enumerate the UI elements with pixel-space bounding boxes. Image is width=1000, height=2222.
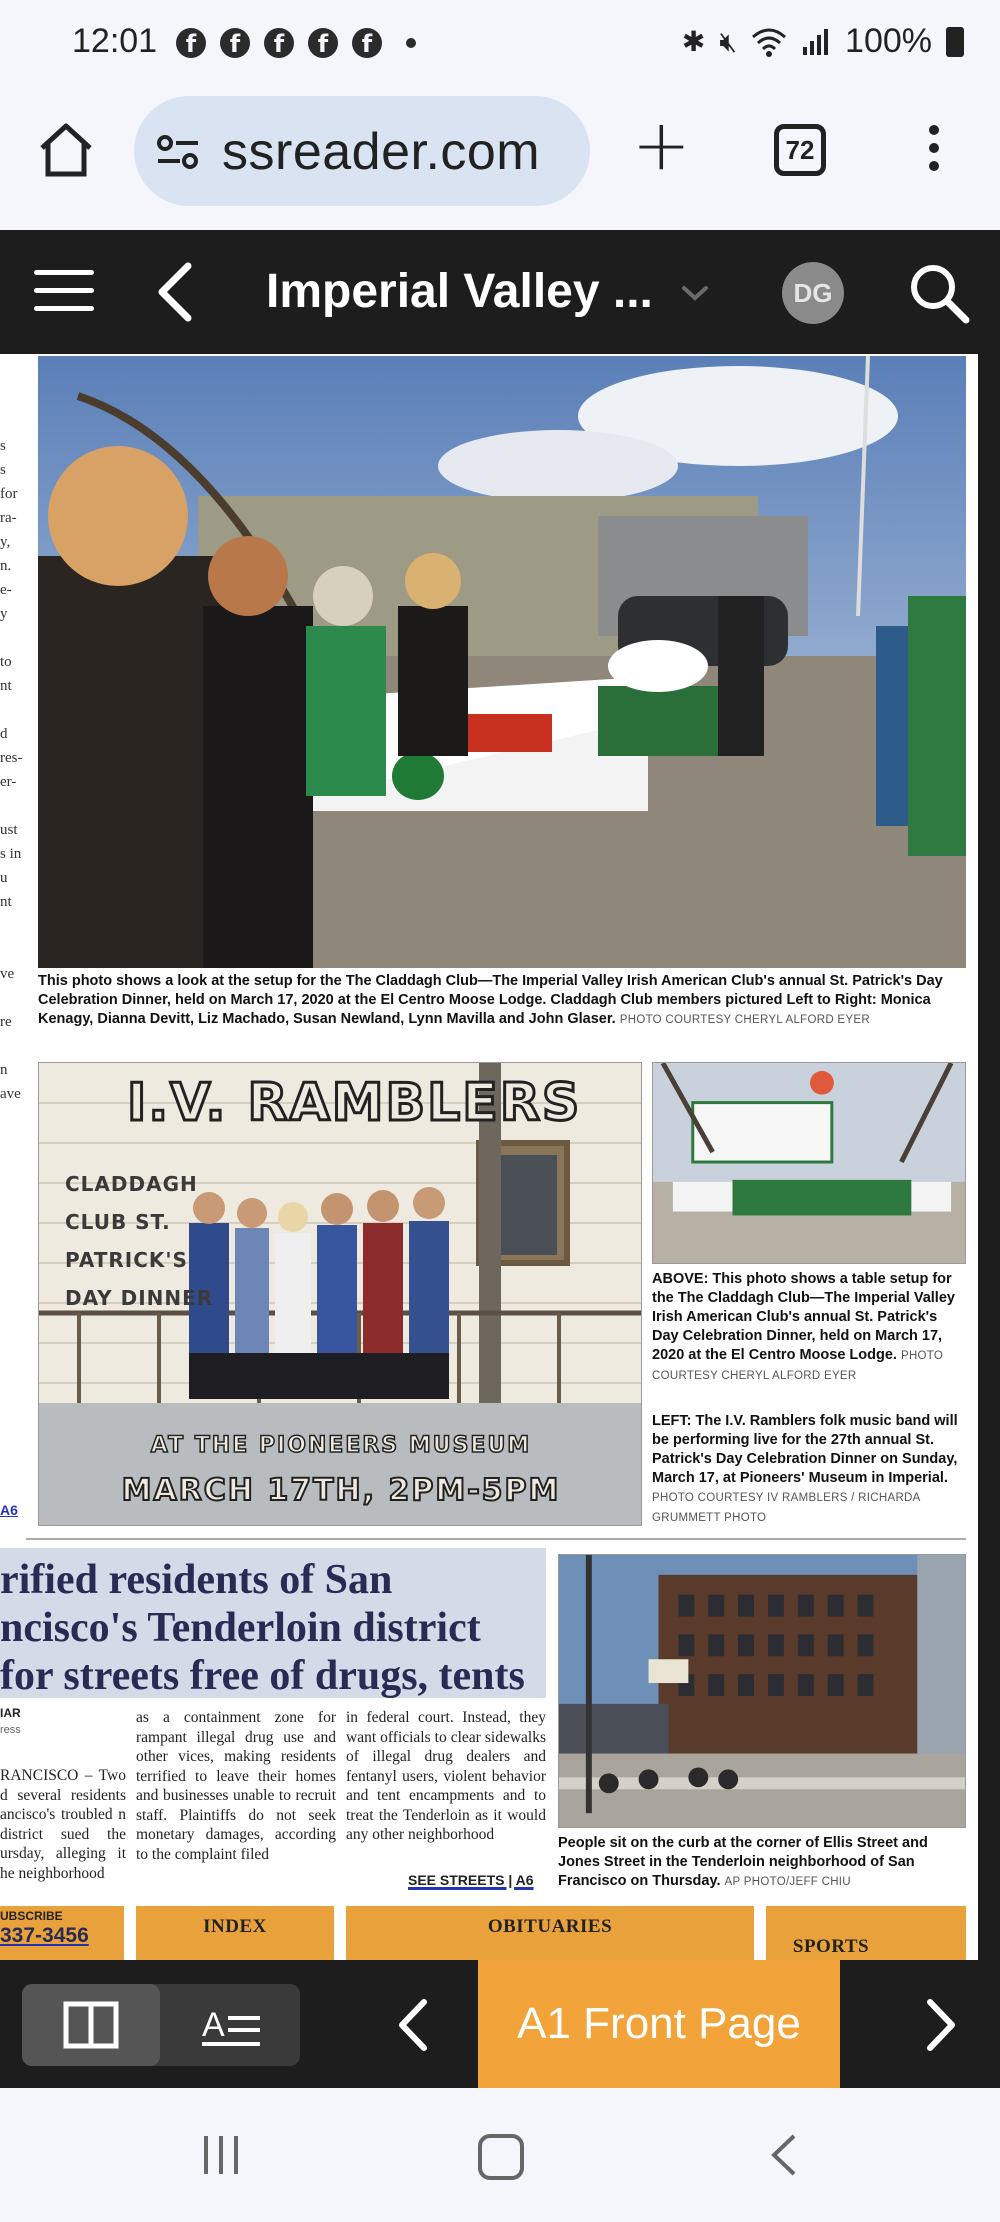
poster-title: I.V. RAMBLERS [127, 1073, 582, 1133]
column-fragment-line: ve [0, 966, 15, 982]
address-bar[interactable] [134, 96, 590, 206]
column-fragment-line: ust [0, 822, 18, 838]
svg-text:A: A [202, 2006, 225, 2044]
headline-line-3: for streets free of drugs, tents [0, 1653, 525, 1699]
browser-toolbar [0, 90, 1000, 230]
facebook-icon: f [308, 28, 338, 58]
above-caption-text: ABOVE: This photo shows a table setup for the The Claddagh Club—The Imperial Valley Irish American Club's annual St. Patrick's Day Celebration Dinner, held on March 17, 2020 at the El Centro Moose Lodge. [652, 1271, 955, 1363]
poster-event-lines [65, 1165, 213, 1317]
chevron-down-icon[interactable] [678, 278, 712, 308]
search-icon[interactable] [906, 260, 972, 326]
status-time: 12:01 [72, 22, 158, 60]
left-credit: PHOTO COURTESY IV RAMBLERS / RICHARDA GRUMMETT PHOTO [652, 1492, 920, 1524]
poster-date: MARCH 17TH, 2PM-5PM [121, 1473, 561, 1508]
column-fragment-line: n. [0, 558, 12, 574]
overflow-menu-icon[interactable] [922, 120, 946, 180]
column-fragment-line [0, 986, 26, 1010]
tenderloin-street-photo [558, 1554, 966, 1828]
sf-photo-credit: AP PHOTO/JEFF CHIU [724, 1876, 851, 1888]
left-caption-text: LEFT: The I.V. Ramblers folk music band will be performing live for the 27th annual St. Patrick's Day Celebration Dinner on Sunday, March 17, at Pioneers' Museum in Imperial. [652, 1413, 958, 1486]
byline-org: ress [0, 1724, 21, 1736]
column-fragment-line: d [0, 726, 8, 742]
newspaper-page[interactable] [0, 354, 978, 1960]
column-fragment-line: nt [0, 678, 12, 694]
column-fragment-line [0, 1034, 26, 1058]
column-fragment-line [0, 914, 26, 938]
poster-line-4: DAY DINNER [65, 1286, 214, 1310]
tab-switcher-button[interactable]: 72 [774, 124, 826, 176]
above-caption [652, 1270, 966, 1386]
poster-line-2: CLUB ST. [65, 1210, 171, 1234]
status-icons [682, 22, 964, 61]
next-page-icon[interactable] [904, 1984, 974, 2066]
sf-photo-caption-text: People sit on the curb at the corner of Ellis Street and Jones Street in the Tenderloin neighborhood of San Francisco on Thursday. [558, 1835, 928, 1889]
poster-line-3: PATRICK'S [65, 1248, 188, 1272]
mute-icon: 🔇︎ [719, 24, 738, 58]
publication-title[interactable]: Imperial Valley ... [266, 265, 653, 318]
text-view-icon [160, 1984, 300, 2066]
page-view-button[interactable] [22, 1984, 160, 2066]
recents-icon[interactable] [198, 2132, 244, 2178]
back-chevron-icon[interactable] [150, 260, 200, 324]
main-photo-caption [38, 972, 966, 1030]
main-photo-caption-text: This photo shows a look at the setup for the The Claddagh Club—The Imperial Valley Irish American Club's annual St. Patrick's Day Celebration Dinner, held on March 17, 2020 at the El Centro Moose Lodge. Claddagh Club members pictured Left to Right: Monica Kenagy, Dianna Devitt, Liz Machado, Susan Newland, Lynn Mavilla and John Glaser. [38, 973, 943, 1027]
column-fragment-line: res- [0, 750, 23, 766]
battery-icon [946, 27, 964, 57]
index-label: INDEX [203, 1916, 267, 1937]
home-icon[interactable] [34, 118, 98, 182]
column-fragment-line: to [0, 654, 12, 670]
column-fragment-line: re [0, 1014, 12, 1030]
subscribe-phone-link[interactable]: 337-3456 [0, 1924, 89, 1947]
hamburger-menu-icon[interactable] [34, 270, 94, 314]
obituaries-label: OBITUARIES [487, 1916, 613, 1937]
table-setup-photo [652, 1062, 966, 1264]
column-fragment-line: ra- [0, 510, 17, 526]
ramblers-poster-photo [38, 1062, 642, 1526]
tenderloin-headline[interactable] [0, 1556, 546, 1700]
claddagh-setup-photo [38, 356, 966, 968]
url-text: ssreader.com [222, 123, 541, 181]
notification-icons [176, 28, 416, 58]
column-fragment-line [0, 938, 26, 962]
book-view-icon [22, 1984, 160, 2066]
column-fragment-line: y, [0, 534, 11, 550]
column-fragment-line: e- [0, 582, 12, 598]
poster-venue: AT THE PIONEERS MUSEUM [150, 1433, 532, 1458]
poster-line-1: CLADDAGH [65, 1172, 198, 1196]
subscribe-label: UBSCRIBE [0, 1909, 63, 1923]
more-notifications-dot [406, 38, 416, 48]
article-column-3: in federal court. Instead, they want officials to clear sidewalks of illegal drug dealers and fentanyl users, violent behavior and tent encampments and to treat the Tenderloin as it would any other neighborhood [346, 1709, 546, 1843]
section-divider [26, 1538, 966, 1540]
column-fragment-line: y [0, 606, 8, 622]
headline-line-1: rified residents of San [0, 1557, 393, 1603]
column-fragment-line: nt [0, 894, 12, 910]
facebook-icon: f [176, 28, 206, 58]
column-fragment-line [0, 698, 26, 722]
see-streets-link[interactable]: SEE STREETS | A6 [408, 1872, 534, 1888]
bluetooth-icon: ✱ [681, 25, 706, 58]
facebook-icon: f [264, 28, 294, 58]
facebook-icon: f [220, 28, 250, 58]
sports-label: SPORTS [792, 1936, 870, 1957]
site-settings-icon[interactable] [156, 134, 200, 170]
headline-line-2: ncisco's Tenderloin district [0, 1605, 481, 1651]
wifi-icon [751, 27, 787, 57]
reader-header [0, 230, 1000, 354]
byline: IAR [0, 1706, 21, 1720]
text-view-button[interactable] [160, 1984, 300, 2066]
status-bar [0, 0, 1000, 90]
signal-icon [801, 27, 831, 57]
column-fragment-line: n [0, 1062, 8, 1078]
column-fragment-line [0, 626, 26, 650]
back-nav-icon[interactable] [764, 2132, 804, 2178]
avatar[interactable]: DG [782, 262, 844, 324]
facebook-icon: f [352, 28, 382, 58]
column-fragment-line: for [0, 486, 18, 502]
sf-photo-caption [558, 1834, 966, 1892]
main-photo-credit: PHOTO COURTESY CHERYL ALFORD EYER [619, 1014, 870, 1026]
article-column-1: RANCISCO – Two d several residents ancisco's troubled n district sued the ursday, alleging it he neighborhood [0, 1767, 126, 1882]
reader-bottom-bar [0, 1960, 1000, 2088]
column-fragment-line: u [0, 870, 8, 886]
system-nav-bar [0, 2088, 1000, 2222]
column-fragment-line: er- [0, 774, 17, 790]
column-fragment-line [0, 794, 26, 818]
column-fragment-line: s in [0, 846, 22, 862]
left-caption [652, 1412, 966, 1528]
above-credit: PHOTO COURTESY CHERYL ALFORD EYER [652, 1350, 944, 1382]
new-tab-icon[interactable]: + [632, 104, 691, 186]
column-fragment-line: s [0, 462, 6, 478]
home-nav-icon[interactable] [478, 2134, 524, 2180]
page-viewer[interactable] [0, 354, 1000, 1960]
battery-percent: 100% [845, 22, 932, 60]
continued-link[interactable]: A6 [0, 1502, 18, 1518]
article-column-2: as a containment zone for rampant illegal drug use and other vices, making residents terrified to leave their homes and businesses unable to recruit staff. Plaintiffs do not seek monetary damages, according to the complaint filed [136, 1709, 336, 1863]
column-fragment-line: ave [0, 1086, 21, 1102]
current-page-button[interactable]: A1 Front Page [478, 1960, 840, 2088]
previous-page-icon[interactable] [380, 1984, 450, 2066]
column-fragment-line: s [0, 438, 6, 454]
left-column-fragment [0, 434, 26, 1106]
